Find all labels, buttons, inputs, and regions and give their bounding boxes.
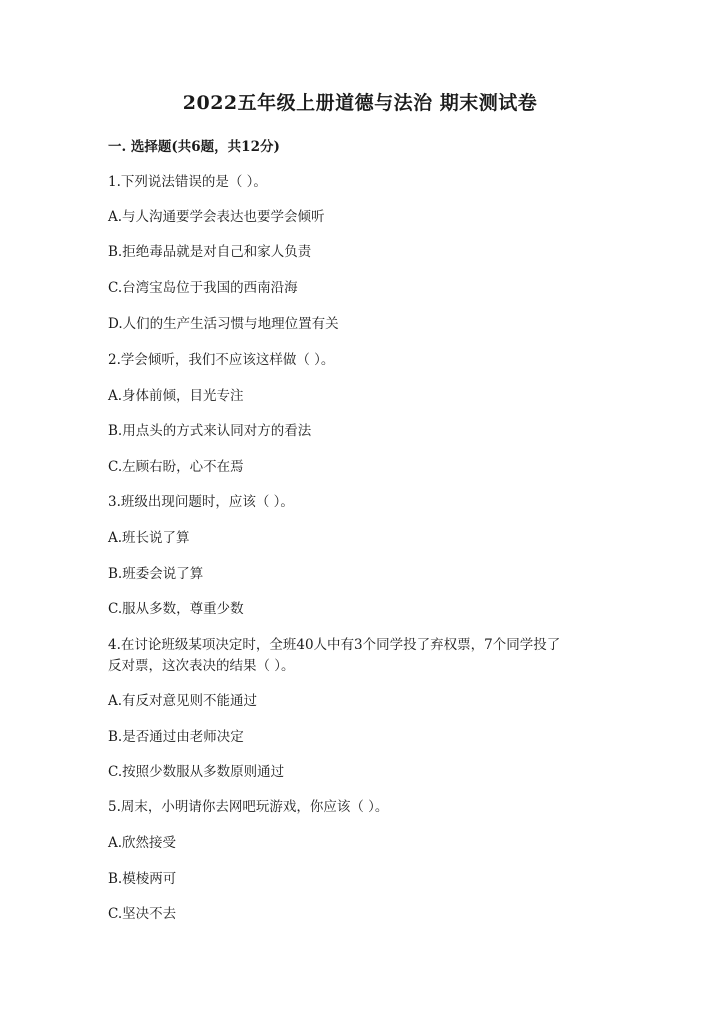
question-2-option-a: A.身体前倾，目光专注: [108, 388, 244, 404]
question-1-option-a: A.与人沟通要学会表达也要学会倾听: [108, 209, 325, 225]
question-3-option-b: B.班委会说了算: [108, 566, 204, 582]
section-heading: 一. 选择题(共6题，共12分): [108, 139, 280, 155]
page-title: 2022五年级上册道德与法治 期末测试卷: [182, 92, 538, 114]
question-2-option-c: C.左顾右盼，心不在焉: [108, 459, 244, 475]
question-3-stem: 3.班级出现问题时，应该（ ）。: [108, 494, 294, 510]
question-3-option-c: C.服从多数，尊重少数: [108, 601, 244, 617]
question-5-stem: 5.周末，小明请你去网吧玩游戏，你应该（ ）。: [108, 799, 389, 815]
question-5-option-b: B.模棱两可: [108, 871, 177, 887]
question-4-stem-line-2: 反对票，这次表决的结果（ ）。: [108, 658, 295, 674]
question-2-option-b: B.用点头的方式来认同对方的看法: [108, 423, 312, 439]
question-4-option-c: C.按照少数服从多数原则通过: [108, 764, 285, 780]
question-4-option-a: A.有反对意见则不能通过: [108, 693, 258, 709]
question-1-option-b: B.拒绝毒品就是对自己和家人负责: [108, 244, 312, 260]
question-3-option-a: A.班长说了算: [108, 530, 190, 546]
question-1-stem: 1.下列说法错误的是（ ）。: [108, 174, 267, 190]
question-5-option-c: C.坚决不去: [108, 906, 177, 922]
question-5-option-a: A.欣然接受: [108, 835, 177, 851]
question-4-stem-line-1: 4.在讨论班级某项决定时，全班40人中有3个同学投了弃权票，7个同学投了: [108, 637, 561, 653]
question-2-stem: 2.学会倾听，我们不应该这样做（ ）。: [108, 352, 335, 368]
question-4-option-b: B.是否通过由老师决定: [108, 729, 244, 745]
question-1-option-c: C.台湾宝岛位于我国的西南沿海: [108, 280, 298, 296]
question-1-option-d: D.人们的生产生活习惯与地理位置有关: [108, 316, 339, 332]
